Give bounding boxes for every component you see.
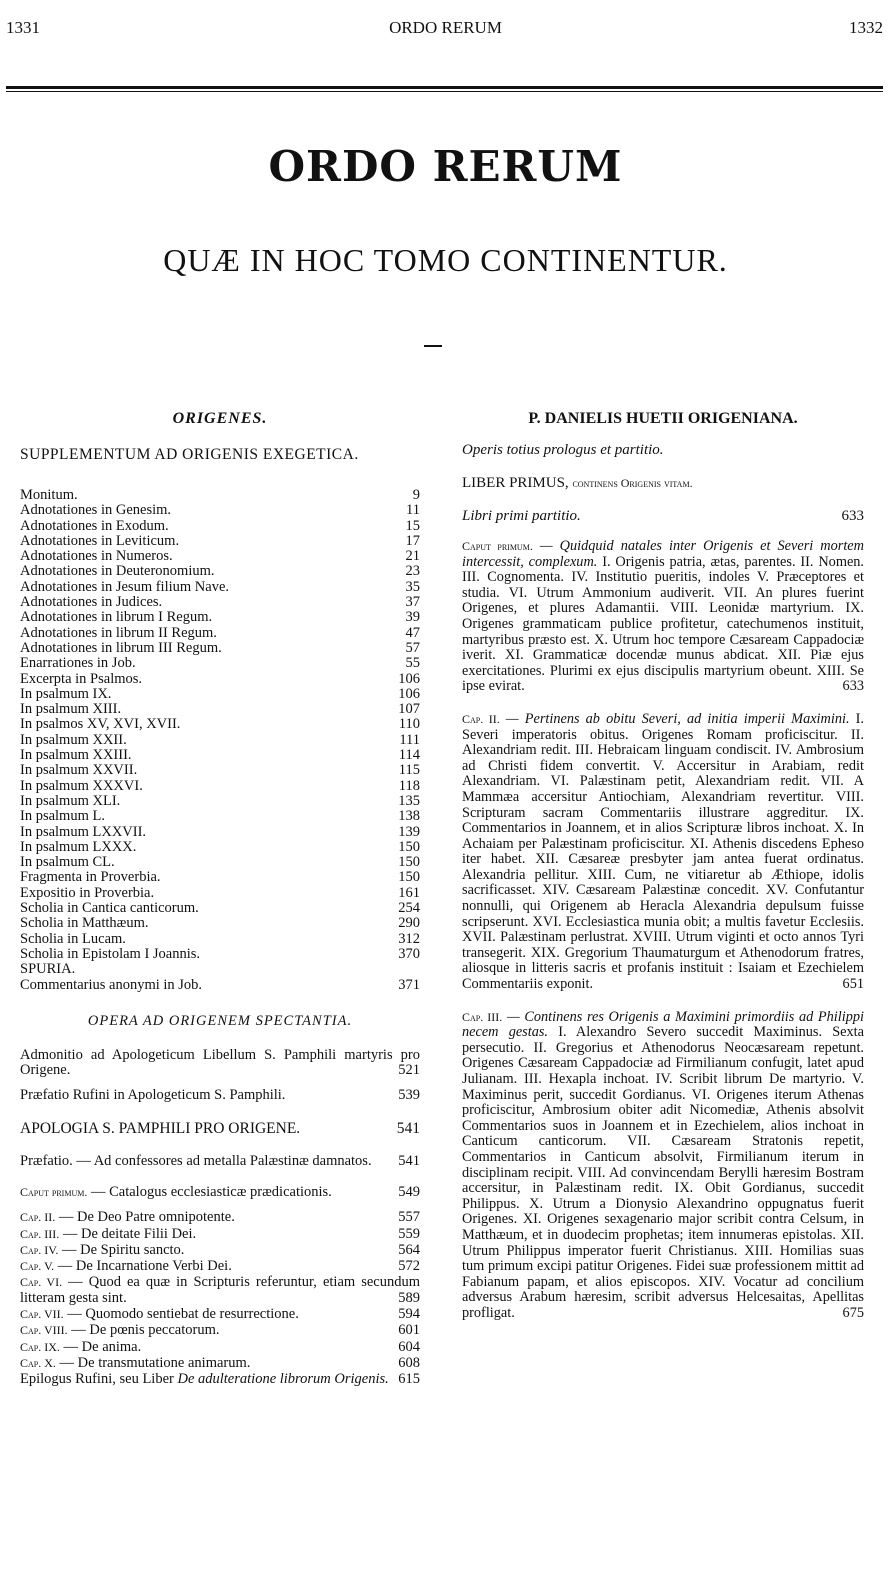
toc-entry-title: Adnotationes in Exodum. [20, 517, 169, 534]
caput-label: Cap. VIII. [20, 1323, 68, 1338]
page-ref: 15 [405, 517, 420, 534]
toc-entry-title: Adnotationes in Judices. [20, 594, 163, 611]
page-ref: 254 [398, 900, 420, 917]
toc-entry-title: In psalmum CL. [20, 854, 115, 871]
page-title: ORDO RERUM [268, 142, 623, 191]
left-column [20, 410, 420, 1388]
caput-title: — De transmutatione animarum. [59, 1354, 251, 1371]
page-ref: 604 [398, 1338, 420, 1355]
toc-entry-title: Monitum. [20, 487, 78, 503]
toc-entry-title: Scholia in Matthæum. [20, 915, 149, 932]
page-number-left: 1331 [6, 18, 40, 37]
page-ref: 118 [398, 777, 420, 794]
page-ref: 37 [405, 594, 420, 611]
toc-entry-caput [20, 1356, 420, 1371]
page-ref: 21 [405, 548, 420, 565]
page-ref: 290 [398, 915, 420, 932]
toc-entry [20, 779, 420, 794]
liber-primus: LIBER PRIMUS, continens Origenis vitam. [462, 475, 693, 491]
toc-entry-title: Fragmenta in Proverbia. [20, 869, 161, 886]
toc-entry-caput-primum: Caput primum. — Catalogus ecclesiasticæ prædicationis. 549 [20, 1183, 420, 1200]
caput-label: Cap. VII. [20, 1307, 64, 1322]
toc-entry [20, 641, 420, 656]
toc-entry-title: Adnotationes in Leviticum. [20, 532, 180, 549]
page-ref: 564 [398, 1241, 420, 1258]
toc-entry-title: SPURIA. [20, 961, 76, 978]
page-ref: 106 [398, 670, 420, 687]
page-ref: 57 [405, 639, 420, 656]
section-title-origenes: ORIGENES. [172, 410, 268, 427]
toc-entry [20, 794, 420, 809]
header-rule-thin [6, 91, 883, 92]
toc-entry [20, 702, 420, 717]
page-ref: 138 [398, 808, 420, 825]
toc-entry-caput [20, 1340, 420, 1355]
caput-title: — De pœnis peccatorum. [71, 1322, 220, 1339]
section-title-huetius: P. DANIELIS HUETII ORIGENIANA. [528, 410, 798, 427]
caput-3-entry: Cap. III. — Continens res Origenis a Maximini primordiis ad Philippi necem gestas. I. Alexandro Severo succedit Maximinus. Sexta persecutio. II. Gregorius et Athenodorus Neocæsaream repetunt. Origenes Cæsaream Cappadociæ ad Firmilianum confugit, latet apud Julianam. III. Hexapla inchoat. IV. Scribit librum De martyrio. V. Maximinus perit, succedit Gordianus. VI. Origenes iterum Athenas proficiscitur, Ambrosium obiter adit Nicomediæ, Athenis absolvit Commentarios suos in Joannem et in Ezechielem, alios inchoat in Canticum canticorum. VII. Cæsaream Stratonis repetit, Commentarios in Canticum absolvit, Firmilianum iterum in disciplinam recipit. VIII. Ad convincendam Berylli hæresim Bostram accersitur, in Palæstinam redit. IX. Obit Gordianus, succedit Philippus. X. Utrum a Dionysio Alexandrino oppugnatus fuerit Origenes. XI. Origenes sexagenario major scribit contra Celsum, in Matthæum, et in duodecim prophetas; item innumeras epistolas. XII. Utrum Philippus imperator fuerit Christianus. XIII. Homilias suas tum primum excipi patitur Origenes. Fidei suæ professionem mittit ad Fabianum papam, et alios episcopos. XIV. Vocatur ad concilium adversus Arabum hæresim, scribit adversus Helcesaitas, Apellitas profligat. 675 [462, 1008, 864, 1321]
page-ref: 107 [398, 701, 420, 718]
toc-entry-apologia: APOLOGIA S. PAMPHILI PRO ORIGENE. 541 [20, 1119, 420, 1137]
toc-entry-title: In psalmos XV, XVI, XVII. [20, 716, 181, 733]
toc-entry-title: In psalmum LXXVII. [20, 823, 147, 840]
supplement-heading: SUPPLEMENTUM AD ORIGENIS EXEGETICA. [20, 446, 359, 463]
page-ref: 11 [406, 502, 420, 519]
page-ref: 150 [398, 854, 420, 871]
toc-entry-title: In psalmum IX. [20, 685, 112, 702]
caput-title: — De Spiritu sancto. [61, 1241, 185, 1258]
caput-label: Cap. VI. [20, 1275, 63, 1290]
page-ref: 115 [398, 762, 420, 779]
caput-label: Cap. V. [20, 1259, 55, 1274]
caput-title: — De Incarnatione Verbi Dei. [57, 1258, 232, 1275]
right-column [462, 410, 864, 1339]
toc-entry [20, 626, 420, 641]
toc-entry-title: Scholia in Cantica canticorum. [20, 900, 199, 917]
toc-entry [20, 962, 420, 977]
toc-entry-title: In psalmum XXXVI. [20, 777, 143, 794]
page-number-right: 1332 [849, 18, 883, 37]
page-ref: 35 [405, 578, 420, 595]
page-subtitle: QUÆ IN HOC TOMO CONTINENTUR. [163, 242, 728, 278]
caput-label: Cap. X. [20, 1355, 56, 1370]
toc-entry-title: Adnotationes in librum III Regum. [20, 639, 222, 656]
page-ref: 110 [398, 716, 420, 733]
toc-entry-title: Adnotationes in Genesim. [20, 502, 172, 519]
page-ref: 601 [398, 1322, 420, 1339]
page-ref: 39 [405, 609, 420, 626]
page-ref: 9 [412, 487, 420, 503]
page-ref: 594 [398, 1306, 420, 1323]
toc-entry [20, 580, 420, 595]
toc-entry [20, 687, 420, 702]
toc-entry-title: In psalmum XXVII. [20, 762, 138, 779]
caput-2-entry: Cap. II. — Pertinens ab obitu Severi, ad initia imperii Maximini. I. Severi imperatoris obitus. Origenes Romam proficiscitur. II. Alexandriam redit. III. Hebraicam linguam condiscit. IV. Ambrosium ad Christi fidem convertit. V. Accersitur in Arabiam, redit Alexandriam. VI. Palæstinam petit, Alexandriam redit. VII. A Mammæa accersitur Antiochiam, Alexandriam revertitur. VIII. Scripturam sacram Commentariis illustrare aggreditur. IX. Commentarios in Joannem, et in alios Scripturæ libros inchoat. X. In Achaiam per Palæstinam proficiscitur. XI. Athenis discedens Epheso iter habet. XII. Cæsareæ presbyter jam antea fuerat ordinatus. Alexandria pellitur. XIII. Cum, ne vitiaretur ab Æthiope, idolis sacrificasset. XIV. Cæsaream Palæstinæ concedit. XV. Confutantur nonnulli, qui Origenem ab Heracla Alexandria depulsum fuisse scripserunt. XVI. Ecclesiastica munia obit; a multis favetur Ecclesiis. XVII. Palæstinam perlustrat. XVIII. Utrum viginti et octo annos Tyri transegerit. XIX. Gregorium Thaumaturgum et Athenodorum fratres, aliosque in litteris sacris et profanis instituit : Isaiam et Ezechielem Commentariis exponit. 651 [462, 710, 864, 993]
toc-entry-caput [20, 1323, 420, 1338]
caput-label: Cap. IX. [20, 1339, 60, 1354]
caput-1-entry: Caput primum. — Quidquid natales inter Origenis et Severi mortem intercessit, complexum. I. Origenis patria, ætas, parentes. II. Nomen. III. Cognomenta. IV. Institutio pueritis, indoles V. Præceptores et studia. VI. Utrum Ammonium audiverit. VII. An plures fuerint Origenes, et plures Adamantii. VIII. Leonidæ martyrium. IX. Origenes grammaticam publice profitetur, catechumenos instituit, martyribus præsto est. X. Utrum hoc tempore Cæsaream Cappadociæ iverit. XI. Grammaticæ docendæ munus abdicat. XII. Piæ ejus exercitationes. Plurimi ex ejus discipulis martyrium obeunt. XIII. Se ipse evirat. 633 [462, 538, 865, 695]
toc-entry [20, 595, 420, 610]
toc-entry-caput [20, 1307, 420, 1322]
toc-entry [20, 809, 420, 824]
toc-entry-title: Scholia in Lucam. [20, 930, 126, 947]
toc-entry-title: In psalmum L. [20, 808, 105, 825]
toc-entry [20, 901, 420, 916]
toc-entry [20, 534, 420, 549]
running-head: ORDO RERUM [389, 18, 502, 37]
caput-label: Cap. II. [20, 1210, 56, 1225]
page-ref: 55 [405, 655, 420, 672]
toc-entry [20, 656, 420, 671]
toc-entry [20, 672, 420, 687]
toc-entry-praefatio: Præfatio. — Ad confessores ad metalla Palæstinæ damnatos. 541 [20, 1152, 420, 1169]
capita-list [20, 1210, 420, 1371]
caput-label: Cap. IV. [20, 1242, 59, 1257]
toc-entry-praefatio-rufini: Præfatio Rufini in Apologeticum S. Pamphili. 539 [20, 1087, 420, 1104]
toc-entry-admonitio: Admonitio ad Apologeticum Libellum S. Pamphili martyris pro Origene. 521 [20, 1046, 420, 1079]
page-ref: 589 [398, 1289, 420, 1306]
toc-entry [20, 549, 420, 564]
toc-entry-title: In psalmum XXIII. [20, 747, 132, 764]
page-ref: 139 [398, 823, 420, 840]
page-ref: 608 [398, 1354, 420, 1371]
caput-title: — Quomodo sentiebat de resurrectione. [67, 1306, 299, 1323]
page-ref: 572 [398, 1258, 420, 1275]
toc-entry-title: Adnotationes in Jesum filium Nave. [20, 578, 230, 595]
toc-list [20, 488, 420, 993]
toc-entry [20, 488, 420, 503]
toc-entry-title: Scholia in Epistolam I Joannis. [20, 945, 201, 962]
toc-entry-title: Adnotationes in Deuteronomium. [20, 563, 215, 580]
toc-entry-title: Enarrationes in Job. [20, 655, 136, 672]
page-ref: 150 [398, 838, 420, 855]
toc-entry [20, 825, 420, 840]
toc-entry-caput [20, 1210, 420, 1225]
toc-entry [20, 610, 420, 625]
opera-heading: OPERA AD ORIGENEM SPECTANTIA. [87, 1012, 353, 1029]
toc-entry [20, 733, 420, 748]
page-ref: 557 [398, 1209, 420, 1226]
toc-entry-title: In psalmum XXII. [20, 731, 127, 748]
page-ref: 161 [398, 884, 420, 901]
header-rule-thick [6, 86, 883, 89]
toc-entry-title: Expositio in Proverbia. [20, 884, 155, 901]
page-ref: 371 [398, 976, 420, 993]
toc-entry [20, 748, 420, 763]
toc-entry-title: In psalmum XIII. [20, 701, 122, 718]
toc-entry [20, 763, 420, 778]
page-ref: 312 [398, 930, 420, 947]
page-ref: 23 [405, 563, 420, 580]
toc-entry [20, 870, 420, 885]
divider-dash [424, 345, 442, 347]
page-ref: 114 [398, 747, 420, 764]
page-ref: 370 [398, 945, 420, 962]
toc-entry [20, 978, 420, 993]
page-ref: 106 [398, 685, 420, 702]
toc-entry-caput [20, 1275, 420, 1306]
page-ref: 521 [398, 1062, 420, 1079]
page-ref: 111 [399, 731, 420, 748]
prologus: Operis totius prologus et partitio. [462, 442, 664, 458]
toc-entry [20, 947, 420, 962]
page-ref: 47 [405, 624, 420, 641]
toc-entry-title: Adnotationes in librum I Regum. [20, 609, 213, 626]
toc-entry-caput [20, 1227, 420, 1242]
toc-entry-title: Adnotationes in librum II Regum. [20, 624, 217, 641]
toc-entry [20, 840, 420, 855]
caput-title: — De Deo Patre omnipotente. [58, 1209, 235, 1226]
toc-entry-title: Commentarius anonymi in Job. [20, 976, 203, 993]
page-ref: 17 [405, 532, 420, 549]
page-ref: 150 [398, 869, 420, 886]
caput-label: Cap. III. [20, 1226, 60, 1241]
toc-entry-title: Excerpta in Psalmos. [20, 670, 143, 687]
toc-entry-title: In psalmum LXXX. [20, 838, 137, 855]
toc-entry-partitio: Libri primi partitio. 633 [462, 508, 864, 524]
toc-entry [20, 717, 420, 732]
toc-entry-caput [20, 1259, 420, 1274]
toc-entry [20, 886, 420, 901]
toc-entry-title: Adnotationes in Numeros. [20, 548, 173, 565]
toc-entry-caput [20, 1243, 420, 1258]
toc-entry [20, 519, 420, 534]
page-ref: 135 [398, 792, 420, 809]
page-ref: 559 [398, 1225, 420, 1242]
caput-title: — De deitate Filii Dei. [62, 1225, 197, 1242]
caput-title: — De anima. [63, 1338, 142, 1355]
toc-entry [20, 503, 420, 518]
toc-entry-epilogus: Epilogus Rufini, seu Liber De adulteratione librorum Origenis. 615 [20, 1371, 420, 1388]
caput-title: — Quod ea quæ in Scripturis referuntur, etiam secundum litteram gesta sint. [20, 1274, 420, 1306]
toc-entry [20, 564, 420, 579]
toc-entry [20, 916, 420, 931]
toc-entry [20, 855, 420, 870]
toc-entry-title: In psalmum XLI. [20, 792, 121, 809]
toc-entry [20, 932, 420, 947]
